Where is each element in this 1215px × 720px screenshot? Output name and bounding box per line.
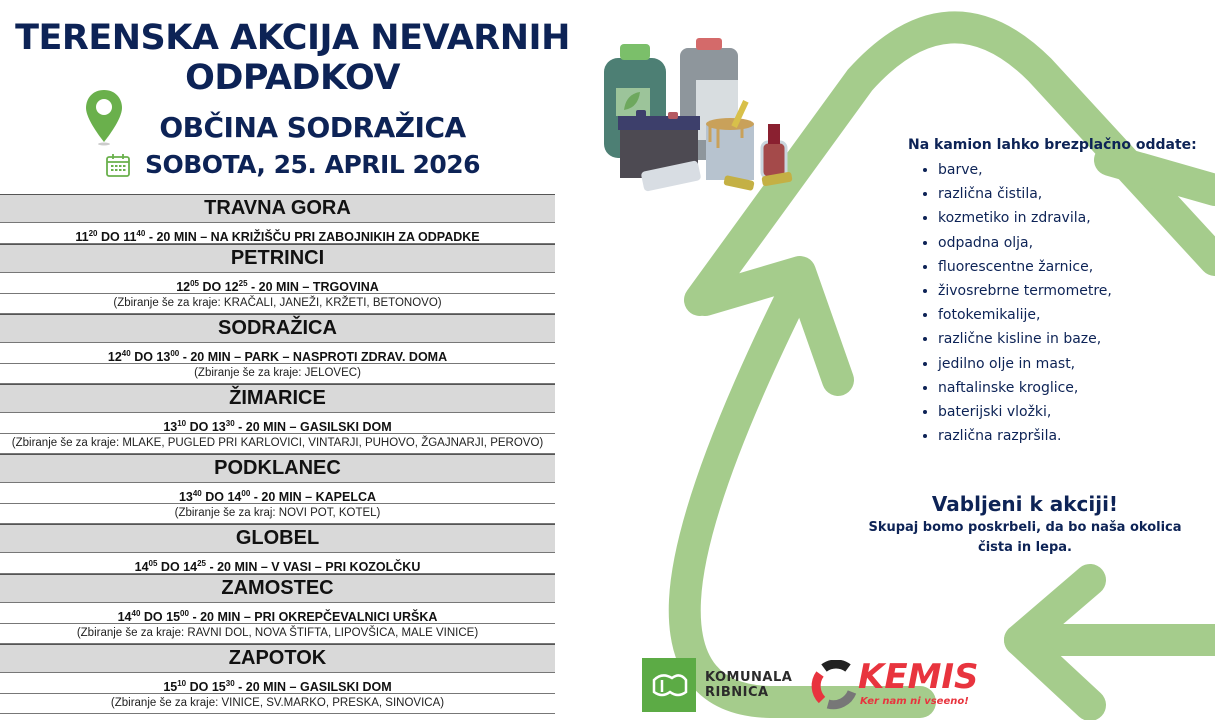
kemis-slogan: Ker nam ni vseeno! <box>860 696 969 707</box>
list-item: • baterijski vložki, <box>938 400 1198 424</box>
time-row: $13^{10}$ DO $13^{30} - 20$ MIN – GASILSKI DOM <box>0 413 555 434</box>
collection-note: (Zbiranje še za kraj: NOVI POT, KOTEL) <box>0 504 555 524</box>
location-header: SODRAŽICA <box>0 314 555 343</box>
list-item: • naftalinske kroglice, <box>938 376 1198 400</box>
title-line-1: TERENSKA AKCIJA NEVARNIH <box>15 18 570 58</box>
event-date: SOBOTA, 25. APRIL 2026 <box>144 150 481 179</box>
komunala-ribnica-wordmark: KOMUNALA RIBNICA <box>705 670 793 700</box>
kemis-logo-icon <box>810 660 858 710</box>
location-header: TRAVNA GORA <box>0 194 555 223</box>
calendar-icon <box>105 152 131 178</box>
list-item: • fotokemikalije, <box>938 303 1198 327</box>
time-row: $13^{40}$ DO $14^{00} - 20$ MIN – KAPELCA <box>0 483 555 504</box>
schedule-table <box>0 194 555 714</box>
municipality-name: OBČINA SODRAŽICA <box>159 111 466 144</box>
list-item: • različna čistila, <box>938 182 1198 206</box>
title-line-2: ODPADKOV <box>185 58 400 98</box>
municipality-line <box>0 110 585 146</box>
list-item: • različna razpršila. <box>938 424 1198 448</box>
list-item: • barve, <box>938 158 1198 182</box>
list-item: • fluorescentne žarnice, <box>938 255 1198 279</box>
date-line <box>0 148 585 187</box>
location-header: ŽIMARICE <box>0 384 555 413</box>
time-row: $14^{05}$ DO $14^{25} - 20$ MIN – V VASI – PRI KOZOLČKU <box>0 553 555 574</box>
hazardous-waste-illustration <box>592 30 797 195</box>
collection-note: (Zbiranje še za kraje: JELOVEC) <box>0 364 555 384</box>
time-row: $14^{40}$ DO $15^{00} - 20$ MIN – PRI OKREPČEVALNICI URŠKA <box>0 603 555 624</box>
accepted-waste-panel <box>908 135 1198 448</box>
accepted-waste-heading: Na kamion lahko brezplačno oddate: <box>908 137 1197 153</box>
collection-note: (Zbiranje še za kraje: MLAKE, PUGLED PRI KARLOVICI, VINTARJI, PUHOVO, ŽGAJNARJI, PEROVO) <box>0 434 555 454</box>
collection-note: (Zbiranje še za kraje: VINICE, SV.MARKO, PRESKA, SINOVICA) <box>0 694 555 714</box>
list-item: • odpadna olja, <box>938 231 1198 255</box>
location-header: ZAPOTOK <box>0 644 555 673</box>
location-header: PODKLANEC <box>0 454 555 483</box>
time-row: $12^{40}$ DO $13^{00} - 20$ MIN – PARK – NASPROTI ZDRAV. DOMA <box>0 343 555 364</box>
komunala-ribnica-logo-icon <box>642 658 696 712</box>
collection-note: (Zbiranje še za kraje: RAVNI DOL, NOVA ŠTIFTA, LIPOVŠICA, MALE VINICE) <box>0 624 555 644</box>
kemis-wordmark: KEMIS <box>858 657 979 697</box>
time-row: $12^{05}$ DO $12^{25} - 20$ MIN – TRGOVINA <box>0 273 555 294</box>
list-item: • jedilno olje in mast, <box>938 352 1198 376</box>
accepted-waste-list <box>908 158 1198 448</box>
call-to-action <box>855 490 1195 558</box>
cta-heading: Vabljeni k akciji! <box>931 492 1119 516</box>
location-header: PETRINCI <box>0 244 555 273</box>
time-row: $15^{10}$ DO $15^{30} - 20$ MIN – GASILSKI DOM <box>0 673 555 694</box>
collection-note: (Zbiranje še za kraje: KRAČALI, JANEŽI, KRŽETI, BETONOVO) <box>0 294 555 314</box>
page-title <box>0 18 585 98</box>
list-item: • živosrebrne termometre, <box>938 279 1198 303</box>
location-header: GLOBEL <box>0 524 555 553</box>
list-item: • kozmetiko in zdravila, <box>938 206 1198 230</box>
location-header: ZAMOSTEC <box>0 574 555 603</box>
cta-text: Skupaj bomo poskrbeli, da bo naša okolica čista in lepa. <box>868 520 1182 555</box>
list-item: • različne kisline in baze, <box>938 327 1198 351</box>
time-row: $11^{20}$ DO $11^{40} - 20$ MIN – NA KRIŽIŠČU PRI ZABOJNIKIH ZA ODPADKE <box>0 223 555 244</box>
